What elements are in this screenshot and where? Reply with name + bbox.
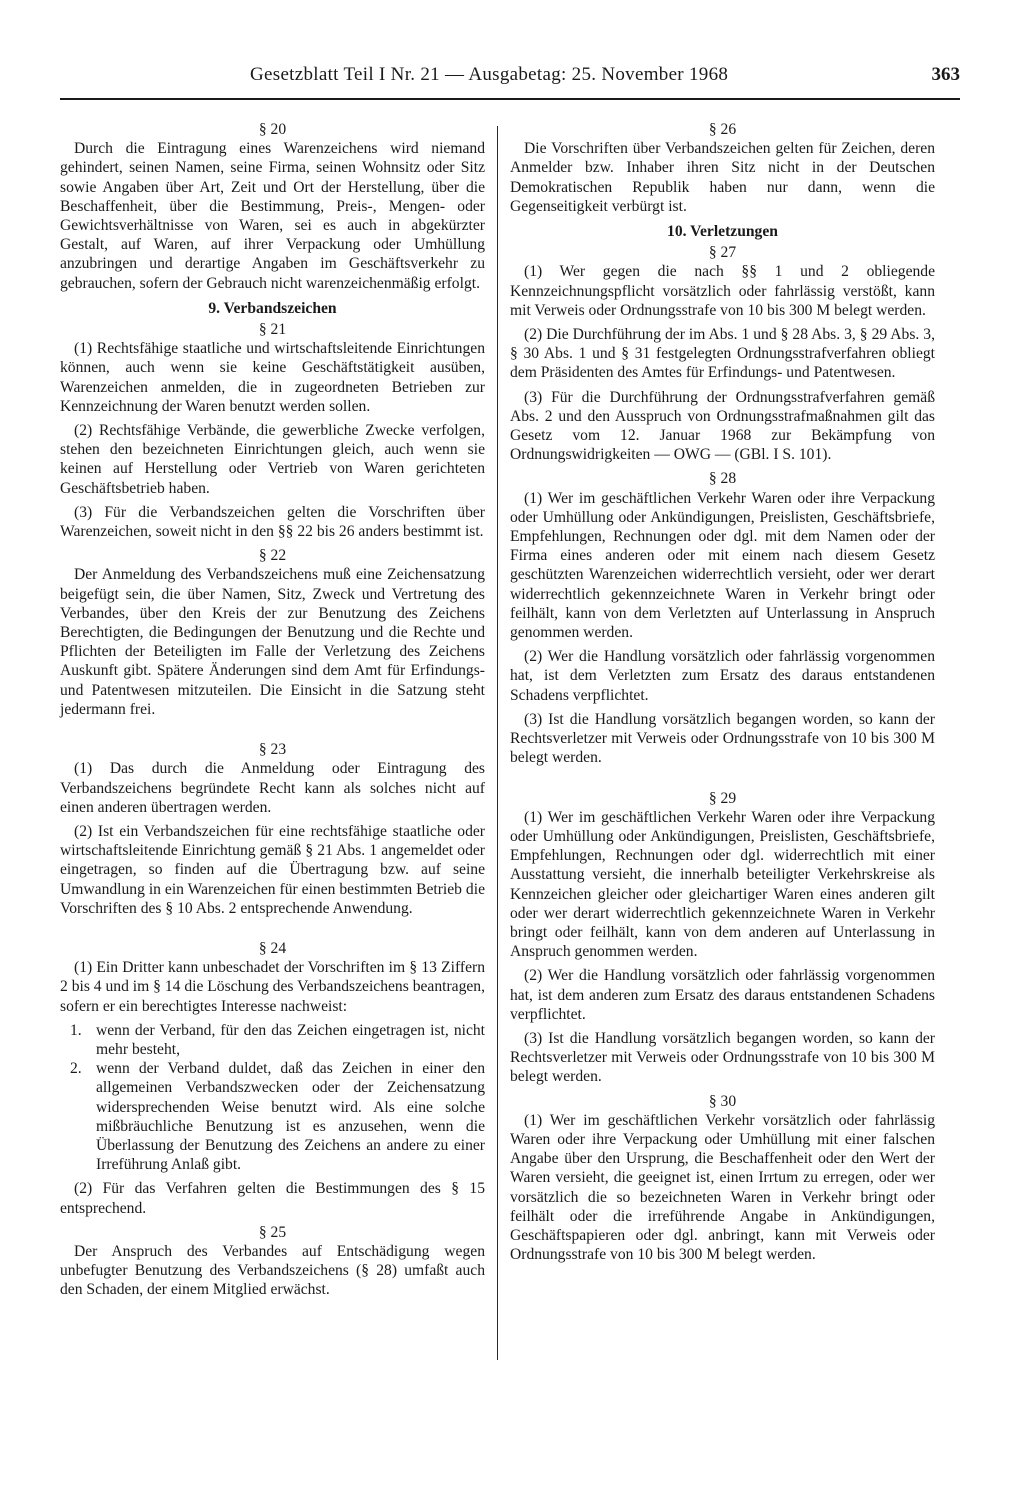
numbered-list	[60, 1021, 485, 1175]
section-title: § 26	[708, 121, 737, 138]
right-column	[510, 118, 935, 1269]
chapter-heading: 9. Verbandszeichen	[208, 299, 337, 317]
paragraph: (3) Für die Durchführung der Ordnungsstrafverfahren gemäß Abs. 2 und den Ausspruch von Ordnungsstrafmaßnahmen gilt das Gesetz vom 12. Januar 1968 zur Bekämpfung von Ordnungswidrigkeiten — OWG — (GBl. I S. 101).	[510, 388, 935, 464]
paragraph: Der Anmeldung des Verbandszeichens muß eine Zeichensatzung beigefügt sein, die über Namen, Sitz, Zweck und Vertretung des Verbandes, über den Kreis der zur Benutzung des Zeichens Berechtigten, die Bedingungen der Benutzung und die Rechte und Pflichten der Beteiligten im Falle der Verletzung des Zeichens Auskunft gibt. Spätere Änderungen sind dem Amt für Erfindungs- und Patentwesen mitzuteilen. Die Einsicht in die Satzung steht jedermann frei.	[60, 566, 485, 718]
list-item-text: wenn der Verband, für den das Zeichen eingetragen ist, nicht mehr besteht,	[96, 1021, 485, 1058]
paragraph: (3) Ist die Handlung vorsätzlich begangen worden, so kann der Rechtsverletzer mit Verweis oder Ordnungsstrafe von 10 bis 300 M belegt werden.	[510, 1029, 935, 1086]
list-item-text: wenn der Verband duldet, daß das Zeichen in einer den allgemeinen Verbandszwecken oder der Zeichensatzung widersprechenden Weise benutzt wird. Als eine solche mißbräuchliche Benutzung ist es anzusehen, wenn die Überlassung der Benutzung des Zeichens an andere zu einer Irreführung Anlaß gibt.	[96, 1060, 485, 1174]
section-title: § 27	[708, 244, 737, 262]
column-divider	[497, 126, 498, 1360]
section-title: § 21	[258, 321, 287, 339]
paragraph: (1) Wer gegen die nach §§ 1 und 2 obliegende Kennzeichnungspflicht vorsätzlich oder fahrlässig verstößt, kann mit Verweis oder Ordnungsstrafe von 10 bis 300 M belegt werden.	[510, 263, 935, 319]
section-title: § 24	[258, 939, 287, 957]
paragraph: (2) Ist ein Verbandszeichen für eine rechtsfähige staatliche oder wirtschaftsleitende Einrichtung gemäß § 21 Abs. 1 angemeldet oder eingetragen, so finden auf die Übertragung bzw. auf seine Umwandlung in ein Warenzeichen für einen bestimmten Betrieb die Vorschriften des § 10 Abs. 2 entsprechende Anwendung.	[60, 822, 485, 917]
page-header	[60, 62, 960, 100]
page-number: 363	[931, 64, 960, 85]
section-title: § 23	[258, 741, 287, 759]
paragraph: (1) Ein Dritter kann unbeschadet der Vorschriften im § 13 Ziffern 2 bis 4 und im § 14 die Löschung des Verbandszeichens beantragen, sofern er ein berechtigtes Interesse nachweist:	[60, 959, 485, 1015]
list-item-number: 1.	[70, 1021, 82, 1039]
paragraph: (1) Rechtsfähige staatliche und wirtschaftsleitende Einrichtungen können, auch wenn sie keine Geschäftstätigkeit ausüben, Warenzeichen anmelden, die in zugeordneten Betrieben zur Kennzeichnung der Waren benutzt werden sollen.	[60, 340, 485, 415]
paragraph: (3) Ist die Handlung vorsätzlich begangen worden, so kann der Rechtsverletzer mit Verweis oder Ordnungsstrafe von 10 bis 300 M belegt werden.	[510, 710, 935, 767]
section-title: § 30	[708, 1092, 737, 1110]
paragraph: (2) Die Durchführung der im Abs. 1 und § 28 Abs. 3, § 29 Abs. 3, § 30 Abs. 1 und § 31 festgelegten Ordnungsstrafverfahren obliegt dem Präsidenten des Amtes für Erfindungs- und Patentwesen.	[510, 326, 935, 382]
paragraph: Durch die Eintragung eines Warenzeichens wird niemand gehindert, seinen Namen, seine Firma, seinen Wohnsitz oder Sitz sowie Angaben über Art, Zeit und Ort der Herstellung, über die Beschaffenheit, über die Bestimmung, Preis-, Mengen- oder Gewichtsverhältnisse von Waren, sei es auch in abgekürzter Gestalt, auf Waren, auf ihrer Verpackung oder Umhüllung anzubringen und derartige Angaben im Geschäftsverkehr zu gebrauchen, sofern der Gebrauch nicht warenzeichenmäßig erfolgt.	[60, 140, 485, 292]
list-item	[60, 1059, 485, 1174]
section-title: § 28	[708, 470, 737, 488]
paragraph: (3) Für die Verbandszeichen gelten die Vorschriften über Warenzeichen, soweit nicht in den §§ 22 bis 26 anders bestimmt ist.	[60, 503, 485, 541]
section-title: § 20	[258, 121, 287, 138]
paragraph: (1) Das durch die Anmeldung oder Eintragung des Verbandszeichens begründete Recht kann als solches nicht auf einen anderen übertragen werden.	[60, 760, 485, 816]
paragraph: (1) Wer im geschäftlichen Verkehr vorsätzlich oder fahrlässig Waren oder ihre Verpackung oder Umhüllung mit einer falschen Angabe über den Ursprung, die Beschaffenheit oder den Wert der Waren versieht, die geeignet ist, einen Irrtum zu erregen, oder wer vorsätzlich die so bezeichneten Waren in Verkehr bringt oder feilhält oder die irreführende Angabe in Ankündigungen, Geschäftspapieren oder dgl. anbringt, kann mit Verweis oder Ordnungsstrafe von 10 bis 300 M belegt werden.	[510, 1111, 935, 1264]
gazette-title: Gesetzblatt Teil I Nr. 21 — Ausgabetag: 25. November 1968	[250, 64, 729, 85]
section-title: § 25	[258, 1223, 287, 1241]
paragraph: (2) Rechtsfähige Verbände, die gewerbliche Zwecke verfolgen, stehen den bezeichneten Einrichtungen gleich, auch wenn sie keinen auf Herstellung oder Vertrieb von Waren gerichteten Geschäftsbetrieb haben.	[60, 422, 485, 497]
list-item-number: 2.	[70, 1060, 82, 1078]
paragraph: Der Anspruch des Verbandes auf Entschädigung wegen unbefugter Benutzung des Verbandszeichens (§ 28) umfaßt auch den Schaden, der einem Mitglied erwächst.	[60, 1242, 485, 1299]
chapter-heading: 10. Verletzungen	[667, 223, 778, 241]
section-title: § 29	[708, 789, 737, 807]
left-column	[60, 118, 485, 1305]
paragraph: (2) Wer die Handlung vorsätzlich oder fahrlässig vorgenommen hat, ist dem Verletzten zum Ersatz des daraus entstandenen Schadens verpflichtet.	[510, 648, 935, 704]
paragraph: Die Vorschriften über Verbandszeichen gelten für Zeichen, deren Anmelder bzw. Inhaber ihren Sitz nicht in der Deutschen Demokratischen Republik haben nur dann, wenn die Gegenseitigkeit verbürgt ist.	[510, 140, 935, 215]
paragraph: (2) Für das Verfahren gelten die Bestimmungen des § 15 entsprechend.	[60, 1180, 485, 1217]
section-title: § 22	[258, 547, 287, 565]
paragraph: (1) Wer im geschäftlichen Verkehr Waren oder ihre Verpackung oder Umhüllung oder Ankündigungen, Preislisten, Geschäftsbriefe, Empfehlungen, Rechnungen oder dgl. widerrechtlich mit einer Ausstattung versieht, die innerhalb beteiligter Verkehrskreise als Kennzeichen gleicher oder gleichartiger Waren eines anderen gilt oder wer derart widerrechtlich gekennzeichnete Waren in Verkehr bringt oder feilhält, kann von dem anderen auf Unterlassung in Anspruch genommen werden.	[510, 808, 935, 961]
paragraph: (1) Wer im geschäftlichen Verkehr Waren oder ihre Verpackung oder Umhüllung oder Ankündigungen, Preislisten, Geschäftsbriefe, Empfehlungen, Rechnungen oder dgl. mit dem Namen oder der Firma eines anderen oder mit einem nach diesem Gesetz geschützten Warenzeichen widerrechtlich versieht, oder wer derart widerrechtlich gekennzeichnete Waren in Verkehr bringt oder feilhält, kann von dem Verletzten auf Unterlassung in Anspruch genommen werden.	[510, 489, 935, 642]
list-item	[60, 1021, 485, 1059]
paragraph: (2) Wer die Handlung vorsätzlich oder fahrlässig vorgenommen hat, ist dem anderen zum Ersatz des daraus entstandenen Schadens verpflichtet.	[510, 967, 935, 1023]
